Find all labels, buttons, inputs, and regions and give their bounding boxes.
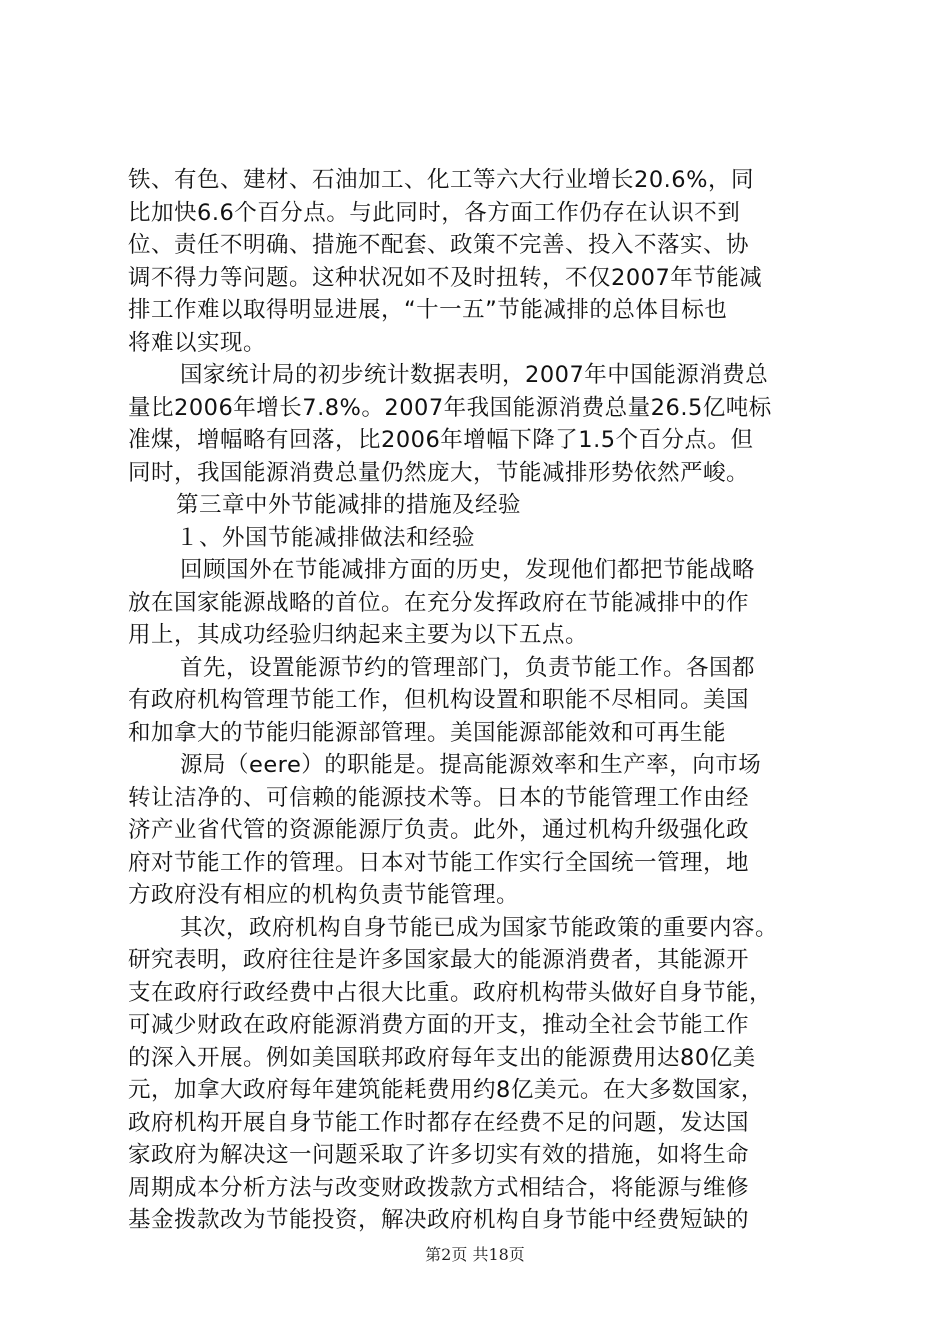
text-line: 方政府没有相应的机构负责节能管理。 [128, 882, 520, 908]
section-heading: １、外国节能减排做法和经验 [176, 524, 476, 551]
text-line: 研究表明，政府往往是许多国家最大的能源消费者，其能源开 [128, 947, 750, 973]
text-line: 周期成本分析方法与改变财政拨款方式相结合，将能源与维修 [128, 1174, 750, 1201]
text-line: 国家统计局的初步统计数据表明，2007年中国能源消费总 [180, 362, 769, 388]
text-line: 府对节能工作的管理。日本对节能工作实行全国统一管理，地 [128, 849, 750, 876]
text-line: 位、责任不明确、措施不配套、政策不完善、投入不落实、协 [128, 232, 750, 258]
text-line: 调不得力等问题。这种状况如不及时扭转，不仅2007年节能减 [128, 264, 763, 291]
text-line: 比加快6.6个百分点。与此同时，各方面工作仍存在认识不到 [128, 199, 741, 226]
chapter-heading: 第三章中外节能减排的措施及经验 [176, 492, 522, 518]
text-line: 家政府为解决这一问题采取了许多切实有效的措施，如将生命 [128, 1142, 750, 1168]
text-line: 量比2006年增长7.8%。2007年我国能源消费总量26.5亿吨标 [128, 394, 772, 421]
text-line: 转让洁净的、可信赖的能源技术等。日本的节能管理工作由经 [128, 784, 750, 811]
text-line: 同时，我国能源消费总量仍然庞大，节能减排形势依然严峻。 [128, 459, 750, 486]
text-line: 元，加拿大政府每年建筑能耗费用约8亿美元。在大多数国家， [128, 1077, 764, 1103]
text-line: 放在国家能源战略的首位。在充分发挥政府在节能减排中的作 [128, 589, 750, 616]
page-footer: 第2页 共18页 [425, 1245, 525, 1264]
text-line: 有政府机构管理节能工作，但机构设置和职能不尽相同。美国 [128, 687, 750, 713]
text-line: 铁、有色、建材、石油加工、化工等六大行业增长20.6%，同 [128, 167, 754, 193]
text-line: 回顾国外在节能减排方面的历史，发现他们都把节能战略 [180, 557, 756, 583]
text-line: 排工作难以取得明显进展，“十一五”节能减排的总体目标也 [128, 297, 728, 323]
text-line: 和加拿大的节能归能源部管理。美国能源部能效和可再生能 [128, 719, 727, 746]
text-line: 将难以实现。 [128, 329, 267, 356]
text-line: 济产业省代管的资源能源厅负责。此外，通过机构升级强化政 [128, 817, 750, 843]
text-line: 准煤，增幅略有回落，比2006年增幅下降了1.5个百分点。但 [128, 427, 754, 453]
text-line: 可减少财政在政府能源消费方面的开支，推动全社会节能工作 [128, 1012, 750, 1038]
body-text [128, 164, 838, 1237]
text-line: 源局（eere）的职能是。提高能源效率和生产率，向市场 [180, 752, 762, 778]
text-line: 的深入开展。例如美国联邦政府每年支出的能源费用达80亿美 [128, 1044, 756, 1071]
text-line: 用上，其成功经验归纳起来主要为以下五点。 [128, 622, 589, 648]
text-line: 政府机构开展自身节能工作时都存在经费不足的问题，发达国 [128, 1109, 750, 1136]
text-line: 其次，政府机构自身节能已成为国家节能政策的重要内容。 [180, 914, 779, 941]
text-line: 首先，设置能源节约的管理部门，负责节能工作。各国都 [180, 654, 756, 681]
text-line: 基金拨款改为节能投资，解决政府机构自身节能中经费短缺的 [128, 1207, 750, 1233]
text-line: 支在政府行政经费中占很大比重。政府机构带头做好自身节能， [128, 979, 773, 1006]
